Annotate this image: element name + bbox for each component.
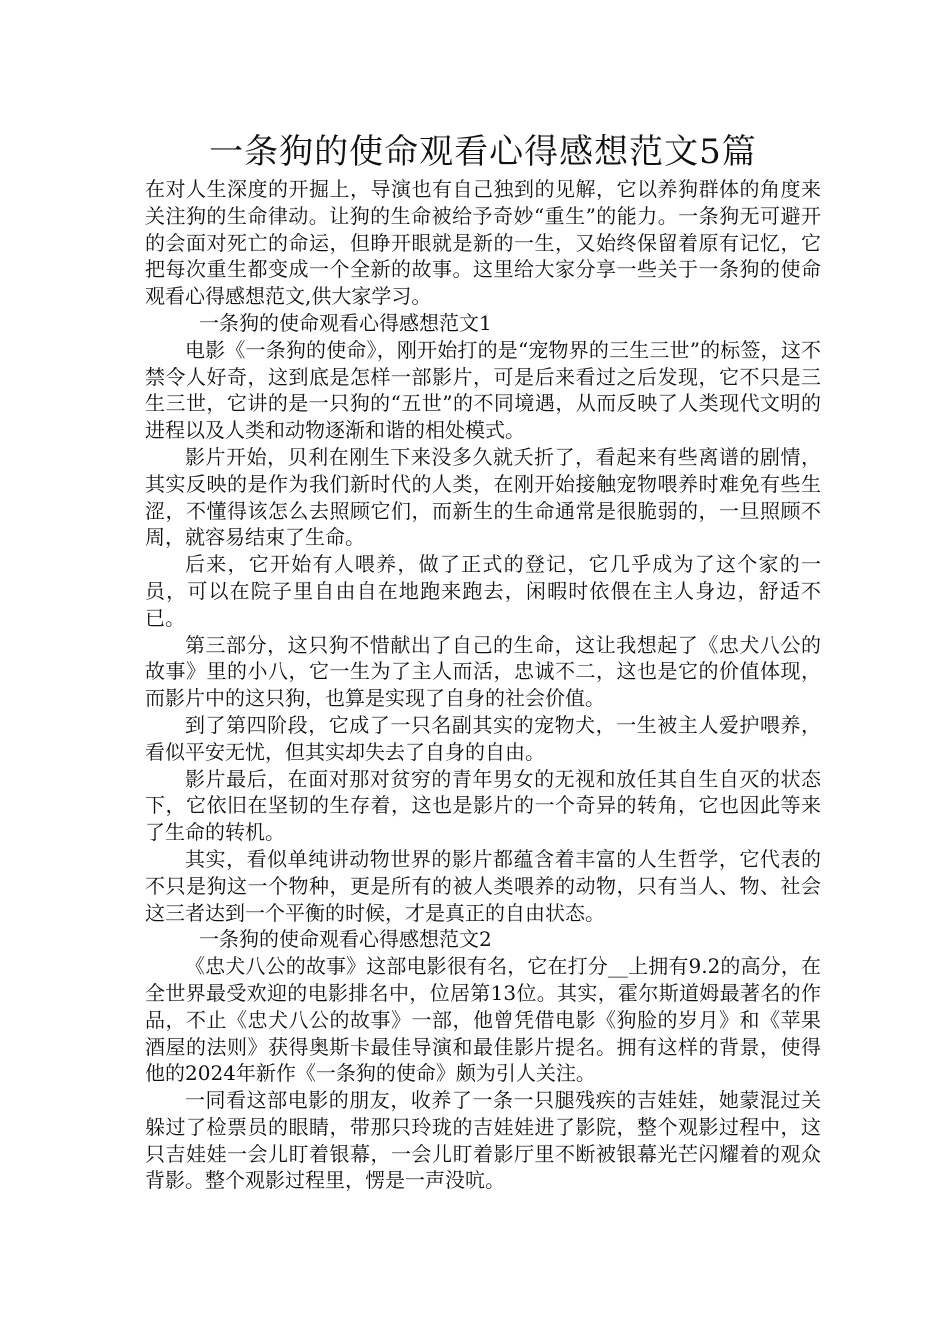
intro-paragraph: 在对人生深度的开掘上，导演也有自己独到的见解，它以养狗群体的角度来关注狗的生命律动。让狗的生命被给予奇妙“重生”的能力。一条狗无可避开的会面对死亡的命运，但睁开眼就是新的一生，又始终保留着原有记忆，它把每次重生都变成一个全新的故事。这里给大家分享一些关于一条狗的使命观看心得感想范文,供大家学习。 [145, 177, 821, 309]
section-1-heading: 一条狗的使命观看心得感想范文1 [199, 310, 492, 335]
section-2-paragraph-2: 一同看这部电影的朋友，收养了一条一只腿残疾的吉娃娃，她蒙混过关躲过了检票员的眼睛，带那只玲珑的吉娃娃进了影院，整个观影过程中，这只吉娃娃一会儿盯着银幕，一会儿盯着影厅里不断被银幕光芒闪耀着的观众背影。整个观影过程里，愣是一声没吭。 [145, 1088, 821, 1193]
document-title: 一条狗的使命观看心得感想范文5篇 [209, 132, 757, 172]
section-1-paragraph-7: 其实，看似单纯讲动物世界的影片都蕴含着丰富的人生哲学，它代表的不只是狗这一个物种，更是所有的被人类喂养的动物，只有当人、物、社会这三者达到一个平衡的时候，才是真正的自由状态。 [145, 846, 821, 925]
section-1-paragraph-5: 到了第四阶段，它成了一只名副其实的宠物犬，一生被主人爱护喂养，看似平安无忧，但其实却失去了自身的自由。 [145, 712, 821, 764]
document-page [145, 128, 821, 1194]
section-1-paragraph-1: 电影《一条狗的使命》，刚开始打的是“宠物界的三生三世”的标签，这不禁令人好奇，这到底是怎样一部影片，可是后来看过之后发现，它不只是三生三世，它讲的是一只狗的“五世”的不同境遇，从而反映了人类现代文明的进程以及人类和动物逐渐和谐的相处模式。 [145, 337, 821, 443]
section-1-paragraph-6: 影片最后，在面对那对贫穷的青年男女的无视和放任其自生自灭的状态下，它依旧在坚韧的生存着，这也是影片的一个奇异的转角，它也因此等来了生命的转机。 [145, 766, 821, 845]
section-1-paragraph-4: 第三部分，这只狗不惜献出了自己的生命，这让我想起了《忠犬八公的故事》里的小八，它一生为了主人而活，忠诚不二，这也是它的价值体现，而影片中的这只狗，也算是实现了自身的社会价值。 [145, 632, 821, 711]
section-2-paragraph-1: 《忠犬八公的故事》这部电影很有名，它在打分__上拥有9.2的高分，在全世界最受欢迎的电影排名中，位居第13位。其实，霍尔斯道姆最著名的作品，不止《忠犬八公的故事》一部，他曾凭借电影《狗脸的岁月》和《苹果酒屋的法则》获得奥斯卡最佳导演和最佳影片提名。拥有这样的背景，使得他的2024年新作《一条狗的使命》颇为引人关注。 [145, 954, 821, 1086]
section-2-heading: 一条狗的使命观看心得感想范文2 [199, 927, 492, 952]
section-1-paragraph-3: 后来，它开始有人喂养，做了正式的登记，它几乎成为了这个家的一员，可以在院子里自由自在地跑来跑去，闲暇时依偎在主人身边，舒适不已。 [145, 552, 821, 630]
section-1-paragraph-2: 影片开始，贝利在刚生下来没多久就夭折了，看起来有些离谱的剧情，其实反映的是作为我们新时代的人类，在刚开始接触宠物喂养时难免有些生涩，不懂得该怎么去照顾它们，而新生的生命通常是很脆弱的，一旦照顾不周，就容易结束了生命。 [145, 444, 821, 550]
